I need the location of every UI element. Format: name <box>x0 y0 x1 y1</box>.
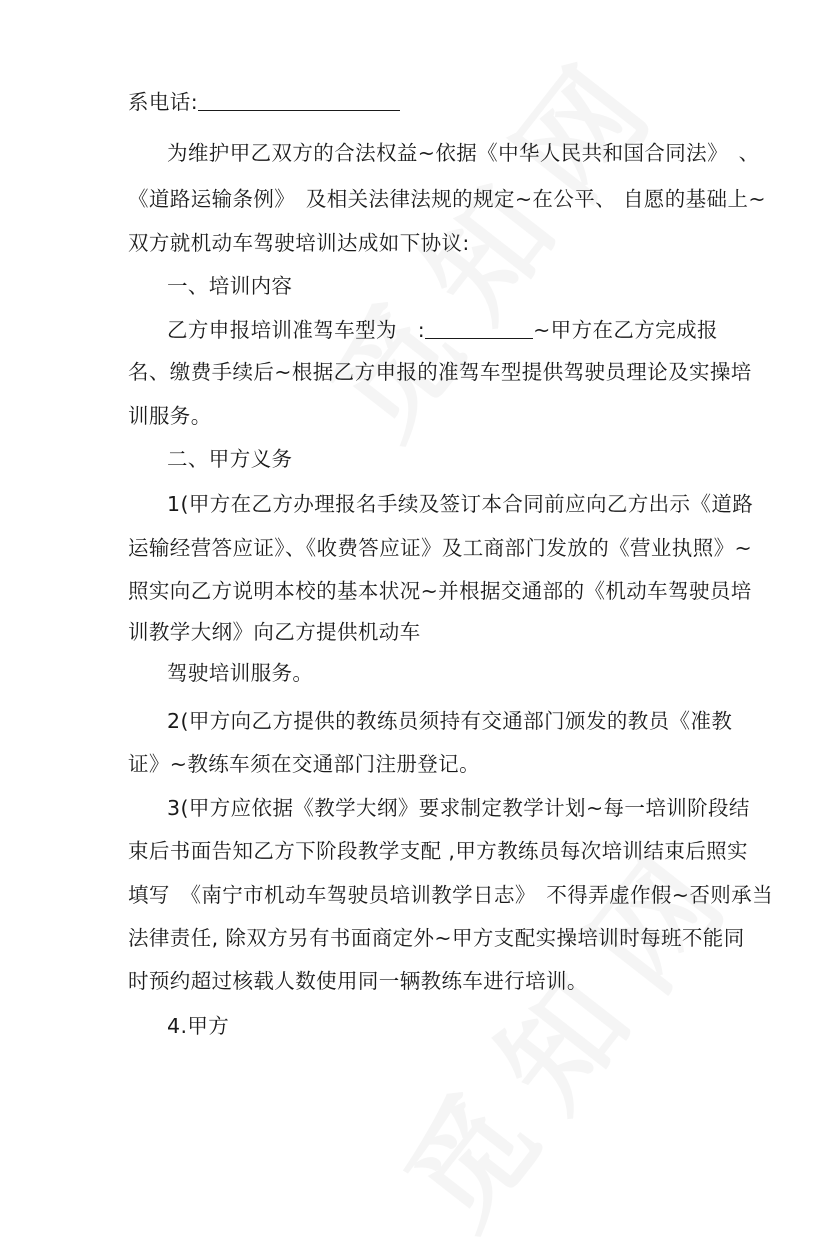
contact-phone-line <box>128 88 400 116</box>
section1-line-3: 训服务。 <box>128 404 212 428</box>
item2-line-1: 2(甲方向乙方提供的教练员须持有交通部门颁发的教员《准教 <box>167 709 733 733</box>
item1-line-5: 驾驶培训服务。 <box>167 661 314 685</box>
item3-line-4: 法律责任, 除双方另有书面商定外~甲方支配实操培训时每班不能同 <box>128 926 745 950</box>
contact-phone-blank[interactable] <box>198 90 400 111</box>
section1-line-2: 名、缴费手续后~根据乙方申报的准驾车型提供驾驶员理论及实操培 <box>128 360 752 384</box>
item3-line-1: 3(甲方应依据《教学大纲》要求制定教学计划~每一培训阶段结 <box>167 796 750 820</box>
item3-line-3: 填写 《南宁市机动车驾驶员培训教学日志》 不得弄虚作假~否则承当 <box>128 883 773 907</box>
item3-line-5: 时预约超过核载人数使用同一辆教练车进行培训。 <box>128 969 588 993</box>
item4-line-1: 4.甲方 <box>167 1014 230 1038</box>
section1-heading: 一、培训内容 <box>167 274 293 298</box>
preamble-line-2: 《道路运输条例》 及相关法律法规的规定~在公平、 自愿的基础上~ <box>128 187 766 211</box>
contact-phone-label: 系电话: <box>128 90 199 114</box>
vehicle-type-label: 乙方申报培训准驾车型为 : <box>167 318 426 342</box>
item2-line-2: 证》~教练车须在交通部门注册登记。 <box>128 752 480 776</box>
item1-line-2: 运输经营答应证》、《收费答应证》及工商部门发放的《营业执照》~ <box>128 536 753 560</box>
vehicle-type-blank[interactable] <box>425 318 533 339</box>
section2-heading: 二、甲方义务 <box>167 447 293 471</box>
item3-line-2: 束后书面告知乙方下阶段教学支配 ,甲方教练员每次培训结束后照实 <box>128 839 748 863</box>
preamble-line-1: 为维护甲乙双方的合法权益~依据《中华人民共和国合同法》 、 <box>167 141 760 165</box>
preamble-line-3: 双方就机动车驾驶培训达成如下协议: <box>128 231 470 255</box>
section1-line-1-suffix: ~甲方在乙方完成报 <box>533 318 718 342</box>
section1-line-1 <box>167 316 718 344</box>
item1-line-1: 1(甲方在乙方办理报名手续及签订本合同前应向乙方出示《道路 <box>167 492 754 516</box>
item1-line-3: 照实向乙方说明本校的基本状况~并根据交通部的《机动车驾驶员培 <box>128 579 752 603</box>
item1-line-4: 训教学大纲》向乙方提供机动车 <box>128 620 421 644</box>
